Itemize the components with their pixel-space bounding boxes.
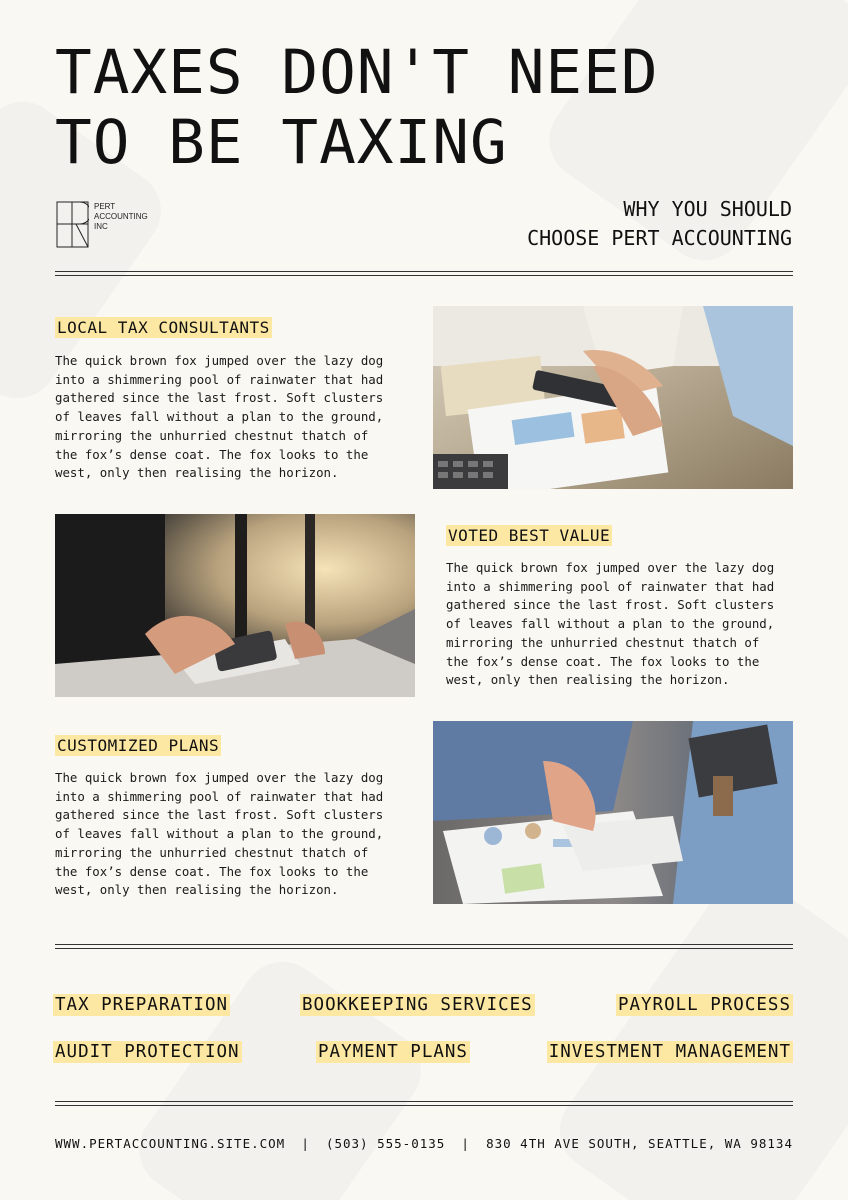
service-tag [316,1042,470,1062]
body-line: into a shimmering pool of rainwater that had [446,578,775,594]
service-tag-text: BOOKKEEPING SERVICES [302,995,533,1015]
service-tag [616,995,793,1015]
footer-phone[interactable]: (503) 555-0135 [325,1136,446,1151]
divider [55,1101,793,1106]
section-title [55,736,221,755]
service-tag-text: AUDIT PROTECTION [55,1042,240,1062]
footer-contact [55,1136,793,1151]
body-line: west, only then realising the horizon. [55,465,339,481]
body-line: gathered since the last frost. Soft clusters [55,390,384,406]
photo-tablet-meeting [433,306,793,489]
service-tag [547,1042,793,1062]
section-title-text: CUSTOMIZED PLANS [57,736,220,755]
section-body [446,559,791,690]
section-title [55,318,272,337]
headline [55,38,795,178]
body-line: gathered since the last frost. Soft clusters [55,807,384,823]
logo-text-line: INC [94,222,108,231]
service-tag-text: INVESTMENT MANAGEMENT [548,1042,791,1062]
footer-website[interactable]: WWW.PERTACCOUNTING.SITE.COM [55,1136,286,1151]
logo-text-line: PERT [94,202,116,211]
body-line: the fox’s dense coat. The fox looks to the [446,653,760,669]
subtitle [527,195,792,253]
service-tag-text: PAYROLL PROCESS [617,995,791,1015]
service-tag-text: TAX PREPARATION [55,995,229,1015]
body-line: The quick brown fox jumped over the lazy dog [55,770,384,785]
photo-charts-review [433,721,793,904]
service-tag [300,995,535,1015]
body-line: of leaves fall without a plan to the ground, [446,616,775,632]
body-line: mirroring the unhurried chestnut thatch of [55,844,369,860]
service-tag [53,1042,242,1062]
body-line: The quick brown fox jumped over the lazy dog [446,560,775,575]
subtitle-line: WHY YOU SHOULD [623,197,792,221]
service-tag-text: PAYMENT PLANS [318,1042,468,1062]
company-logo [56,201,166,251]
body-line: west, only then realising the horizon. [446,672,730,688]
footer-address: 830 4TH AVE SOUTH, SEATTLE, WA 98134 [486,1136,793,1151]
footer-separator: | [461,1136,470,1151]
headline-line: TO BE TAXING [55,107,508,178]
photo-calculator-desk [55,514,415,697]
divider [55,271,793,276]
footer-separator: | [301,1136,310,1151]
body-line: west, only then realising the horizon. [55,882,339,898]
section-body [55,352,400,483]
body-line: of leaves fall without a plan to the ground, [55,409,384,425]
section-title-text: VOTED BEST VALUE [448,526,611,545]
body-line: into a shimmering pool of rainwater that had [55,371,384,387]
body-line: the fox’s dense coat. The fox looks to the [55,863,369,879]
divider [55,944,793,949]
body-line: gathered since the last frost. Soft clusters [446,597,775,613]
body-line: of leaves fall without a plan to the ground, [55,826,384,842]
section-body [55,769,400,900]
body-line: into a shimmering pool of rainwater that had [55,788,384,804]
body-line: The quick brown fox jumped over the lazy dog [55,353,384,368]
logo-text [94,202,148,232]
body-line: mirroring the unhurried chestnut thatch of [446,634,760,650]
body-line: the fox’s dense coat. The fox looks to the [55,446,369,462]
subtitle-line: CHOOSE PERT ACCOUNTING [527,226,792,250]
background-shape [124,946,437,1200]
logo-mark-icon [56,201,89,248]
headline-line: TAXES DON'T NEED [55,37,659,108]
logo-text-line: ACCOUNTING [94,212,148,221]
service-tag [53,995,230,1015]
section-title [446,526,612,545]
body-line: mirroring the unhurried chestnut thatch of [55,427,369,443]
section-title-text: LOCAL TAX CONSULTANTS [57,318,270,337]
